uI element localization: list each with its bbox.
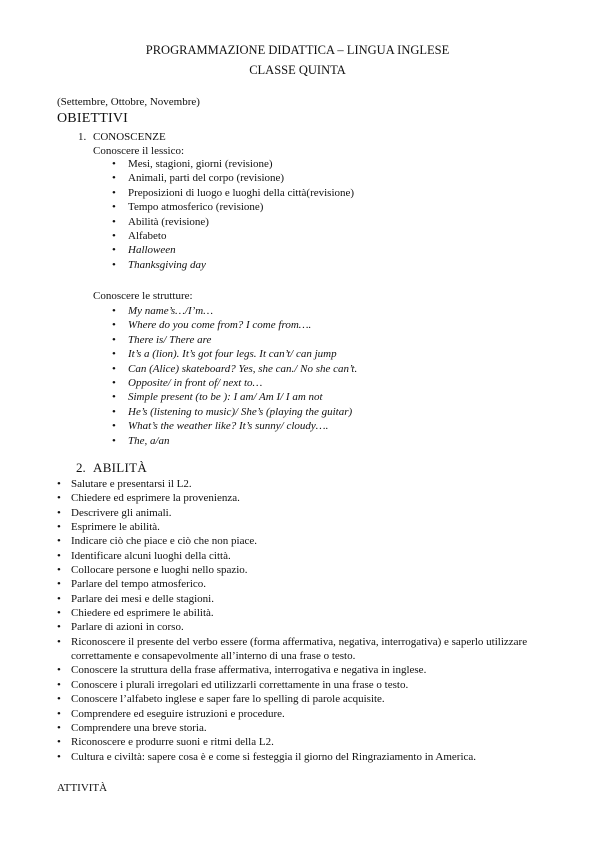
lexicon-item	[0, 243, 354, 257]
list-item-text: Identificare alcuni luoghi della città.	[71, 549, 231, 562]
lexicon-item	[0, 258, 354, 272]
bullet-icon: •	[57, 578, 61, 591]
list-item-text: Descrivere gli animali.	[71, 506, 172, 519]
list-item-text: Conoscere l’alfabeto inglese e saper fare lo spelling di parole acquisite.	[71, 693, 385, 706]
skill-item	[0, 606, 541, 620]
list-item-text: Indicare ciò che piace e ciò che non piace.	[71, 535, 257, 548]
list-item-text: Mesi, stagioni, giorni (revisione)	[128, 158, 273, 170]
structure-item	[0, 419, 357, 433]
list-item-text: My name’s…/I’m…	[128, 305, 214, 317]
bullet-icon: •	[57, 492, 61, 505]
list-item-text: Can (Alice) skateboard? Yes, she can./ No she can’t.	[128, 362, 358, 375]
list-item-text: Riconoscere il presente del verbo essere (forma affermativa, negativa, interrogativa) e saperlo utilizzare correttamente e consapevolmente all’interno di una frase o testo.	[71, 635, 528, 663]
bullet-icon: •	[112, 362, 116, 375]
bullet-icon: •	[57, 607, 61, 620]
list-item-text: Esprimere le abilità.	[71, 521, 160, 534]
list-item-text: Alfabeto	[128, 229, 167, 242]
skill-item	[0, 635, 541, 664]
list-item-text: Parlare di azioni in corso.	[71, 621, 184, 634]
list-item-text: Abilità (revisione)	[128, 215, 209, 228]
bullet-icon: •	[57, 664, 61, 677]
bullet-icon: •	[112, 348, 116, 361]
skill-item	[0, 721, 541, 735]
bullet-icon: •	[112, 319, 116, 332]
lexicon-item	[0, 186, 354, 200]
structure-item	[0, 304, 357, 318]
structures-lead: Conoscere le strutture:	[93, 290, 193, 302]
list-item-text: Comprendere ed eseguire istruzioni e procedure.	[71, 707, 285, 720]
bullet-icon: •	[57, 621, 61, 634]
bullet-icon: •	[57, 635, 61, 648]
bullet-icon: •	[112, 201, 116, 214]
list-item-text: There is/ There are	[128, 333, 212, 346]
structures-list	[0, 304, 357, 448]
period-months: (Settembre, Ottobre, Novembre)	[57, 96, 200, 108]
bullet-icon: •	[112, 258, 116, 271]
bullet-icon: •	[112, 376, 116, 389]
list-item-text: Thanksgiving day	[128, 258, 206, 271]
section1-title: CONOSCENZE	[93, 131, 166, 143]
document-title: PROGRAMMAZIONE DIDATTICA – LINGUA INGLESE	[145, 43, 450, 57]
bullet-icon: •	[112, 229, 116, 242]
bullet-icon: •	[112, 420, 116, 433]
bullet-icon: •	[112, 333, 116, 346]
structure-item	[0, 376, 357, 390]
bullet-icon: •	[112, 244, 116, 257]
bullet-icon: •	[112, 434, 116, 447]
bullet-icon: •	[57, 693, 61, 706]
section2-number: 2.	[76, 460, 86, 475]
bullet-icon: •	[57, 549, 61, 562]
list-item-text: Conoscere i plurali irregolari ed utilizzarli correttamente in una frase o testo.	[71, 678, 409, 691]
list-item-text: Animali, parti del corpo (revisione)	[128, 172, 285, 185]
list-item-text: He’s (listening to music)/ She’s (playing the guitar)	[128, 405, 353, 418]
structure-item	[0, 390, 357, 404]
lexicon-list	[0, 157, 354, 272]
structure-item	[0, 362, 357, 376]
bullet-icon: •	[57, 521, 61, 534]
structure-item	[0, 333, 357, 347]
list-item-text: Chiedere ed esprimere le abilità.	[71, 607, 214, 620]
list-item-text: Collocare persone e luoghi nello spazio.	[71, 564, 248, 577]
list-item-text: The, a/an	[128, 434, 170, 447]
list-item-text: Cultura e civiltà: sapere cosa è e come si festeggia il giorno del Ringraziamento in America.	[71, 750, 477, 763]
bullet-icon: •	[57, 678, 61, 691]
bullet-icon: •	[57, 750, 61, 763]
list-item-text: Riconoscere e produrre suoni e ritmi della L2.	[71, 736, 274, 749]
skill-item	[0, 577, 541, 591]
skill-item	[0, 520, 541, 534]
skill-item	[0, 707, 541, 721]
document-subtitle: CLASSE QUINTA	[249, 63, 346, 77]
skill-item	[0, 491, 541, 505]
list-item-text: Opposite/ in front of/ next to…	[128, 376, 263, 389]
bullet-icon: •	[57, 535, 61, 548]
skill-item	[0, 534, 541, 548]
activities-heading: ATTIVITÀ	[57, 782, 108, 794]
bullet-icon: •	[112, 158, 116, 170]
structure-item	[0, 405, 357, 419]
bullet-icon: •	[57, 564, 61, 577]
list-item-text: Simple present (to be ): I am/ Am I/ I am not	[128, 391, 323, 404]
skill-item	[0, 750, 541, 764]
bullet-icon: •	[57, 721, 61, 734]
lexicon-item	[0, 157, 354, 171]
bullet-icon: •	[57, 736, 61, 749]
skill-item	[0, 549, 541, 563]
bullet-icon: •	[112, 186, 116, 199]
list-item-text: Salutare e presentarsi il L2.	[71, 478, 192, 490]
skills-list	[0, 477, 541, 764]
list-item-text: Preposizioni di luogo e luoghi della città(revisione)	[128, 186, 355, 199]
list-item-text: Parlare dei mesi e delle stagioni.	[71, 592, 214, 605]
lexicon-item	[0, 200, 354, 214]
section2-title: ABILITÀ	[93, 460, 148, 475]
skill-item	[0, 563, 541, 577]
bullet-icon: •	[57, 592, 61, 605]
skill-item	[0, 678, 541, 692]
list-item-text: Parlare del tempo atmosferico.	[71, 578, 207, 591]
bullet-icon: •	[112, 405, 116, 418]
skill-item	[0, 620, 541, 634]
list-item-text: Conoscere la struttura della frase affermativa, interrogativa e negativa in inglese.	[71, 664, 427, 677]
section1-number: 1.	[78, 131, 87, 143]
list-item-text: Halloween	[128, 244, 176, 257]
bullet-icon: •	[112, 305, 116, 317]
objectives-heading: OBIETTIVI	[57, 111, 129, 126]
bullet-icon: •	[57, 506, 61, 519]
bullet-icon: •	[112, 215, 116, 228]
list-item-text: Chiedere ed esprimere la provenienza.	[71, 492, 240, 505]
list-item-text: What’s the weather like? It’s sunny/ cloudy….	[128, 420, 329, 433]
lexicon-item	[0, 215, 354, 229]
structure-item	[0, 318, 357, 332]
lexicon-item	[0, 171, 354, 185]
bullet-icon: •	[57, 478, 61, 490]
lexicon-item	[0, 229, 354, 243]
structure-item	[0, 434, 357, 448]
lexicon-lead: Conoscere il lessico:	[93, 145, 185, 157]
skill-item	[0, 592, 541, 606]
structure-item	[0, 347, 357, 361]
list-item-text: It’s a (lion). It’s got four legs. It can’t/ can jump	[128, 348, 337, 361]
bullet-icon: •	[112, 391, 116, 404]
list-item-text: Comprendere una breve storia.	[71, 721, 207, 734]
skill-item	[0, 506, 541, 520]
skill-item	[0, 735, 541, 749]
list-item-text: Tempo atmosferico (revisione)	[128, 201, 264, 214]
bullet-icon: •	[112, 172, 116, 185]
skill-item	[0, 692, 541, 706]
skill-item	[0, 477, 541, 491]
list-item-text: Where do you come from? I come from….	[128, 319, 312, 332]
skill-item	[0, 663, 541, 677]
bullet-icon: •	[57, 707, 61, 720]
